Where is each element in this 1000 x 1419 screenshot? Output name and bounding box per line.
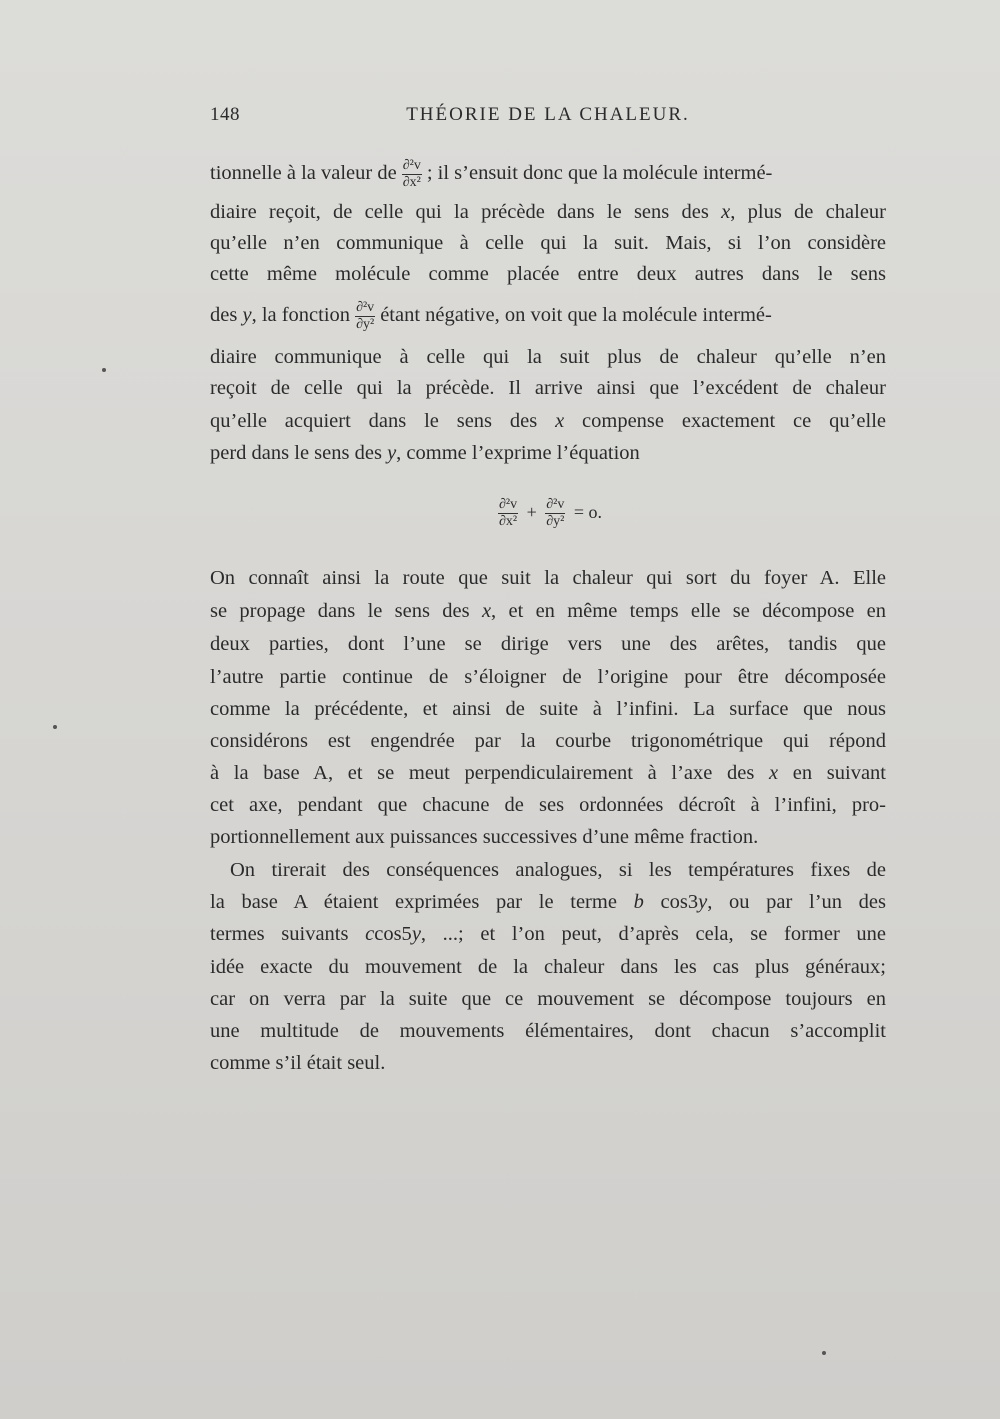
text-line: comme s’il était seul. <box>210 1052 386 1074</box>
plus-sign: + <box>526 502 537 522</box>
text-line: cette même molécule comme placée entre deux autres dans le sens <box>210 263 886 285</box>
scan-speck <box>822 1351 826 1355</box>
scan-speck <box>102 368 106 372</box>
text-line: diaire communique à celle qui la suit plus de chaleur qu’elle n’en <box>210 346 886 368</box>
text-line: comme la précédente, et ainsi de suite à l’infini. La surface que nous <box>210 698 886 720</box>
running-head: THÉORIE DE LA CHALEUR. <box>406 104 690 125</box>
page-number: 148 <box>210 104 240 125</box>
page-header <box>210 104 886 134</box>
text-line: à la base A, et se meut perpendiculairement à l’axe des x en suivant <box>210 762 886 784</box>
text-line: idée exacte du mouvement de la chaleur dans les cas plus généraux; <box>210 956 886 978</box>
text-line: considérons est engendrée par la courbe trigonométrique qui répond <box>210 730 886 752</box>
text-line: des y, la fonction $\frac{\text{∂²v}}{\text{∂y²}}$ étant négative, on voit que la molécule intermé- <box>210 299 772 332</box>
text-line: se propage dans le sens des x, et en même temps elle se décompose en <box>210 600 887 622</box>
text-line: car on verra par la suite que ce mouvement se décompose toujours en <box>210 988 886 1010</box>
fraction-d2v-dx2: $\frac{\text{∂²v}}{\text{∂x²}}$ <box>498 497 518 530</box>
fraction-d2v-dy2: $\frac{\text{∂²v}}{\text{∂y²}}$ <box>356 299 375 332</box>
text-line: cet axe, pendant que chacune de ses ordonnées décroît à l’infini, pro- <box>210 794 886 816</box>
text-line: deux parties, dont l’une se dirige vers une des arêtes, tandis que <box>210 633 886 655</box>
text-line: perd dans le sens des y, comme l’exprime l’équation <box>210 442 640 464</box>
scan-speck <box>53 725 57 729</box>
equals-zero: = o. <box>573 502 603 522</box>
text-line: diaire reçoit, de celle qui la précède dans le sens des x, plus de chaleur <box>210 201 886 223</box>
text-line: l’autre partie continue de s’éloigner de l’origine pour être décomposée <box>210 666 886 688</box>
display-equation <box>210 492 886 532</box>
text-line: qu’elle n’en communique à celle qui la suit. Mais, si l’on considère <box>210 232 886 254</box>
text-line: tionnelle à la valeur de $\frac{\text{∂²v}}{\text{∂x²}}$ ; il s’ensuit donc que la molécule intermé- <box>210 157 773 190</box>
text-line: termes suivants ccos5y, ...; et l’on peut, d’après cela, se former une <box>210 923 887 945</box>
text-line: On tirerait des conséquences analogues, si les températures fixes de <box>230 859 886 881</box>
text-line: qu’elle acquiert dans le sens des x compense exactement ce qu’elle <box>210 410 887 432</box>
text-line: On connaît ainsi la route que suit la chaleur qui sort du foyer A. Elle <box>210 567 886 589</box>
text-line: la base A étaient exprimées par le terme b cos3y, ou par l’un des <box>210 891 887 913</box>
text-line: reçoit de celle qui la précède. Il arrive ainsi que l’excédent de chaleur <box>210 377 886 399</box>
text-line: une multitude de mouvements élémentaires, dont chacun s’accomplit <box>210 1020 886 1042</box>
fraction-d2v-dx2: $\frac{\text{∂²v}}{\text{∂x²}}$ <box>402 157 421 190</box>
text-line: portionnellement aux puissances successives d’une même fraction. <box>210 826 759 848</box>
fraction-d2v-dy2: $\frac{\text{∂²v}}{\text{∂y²}}$ <box>546 497 565 530</box>
